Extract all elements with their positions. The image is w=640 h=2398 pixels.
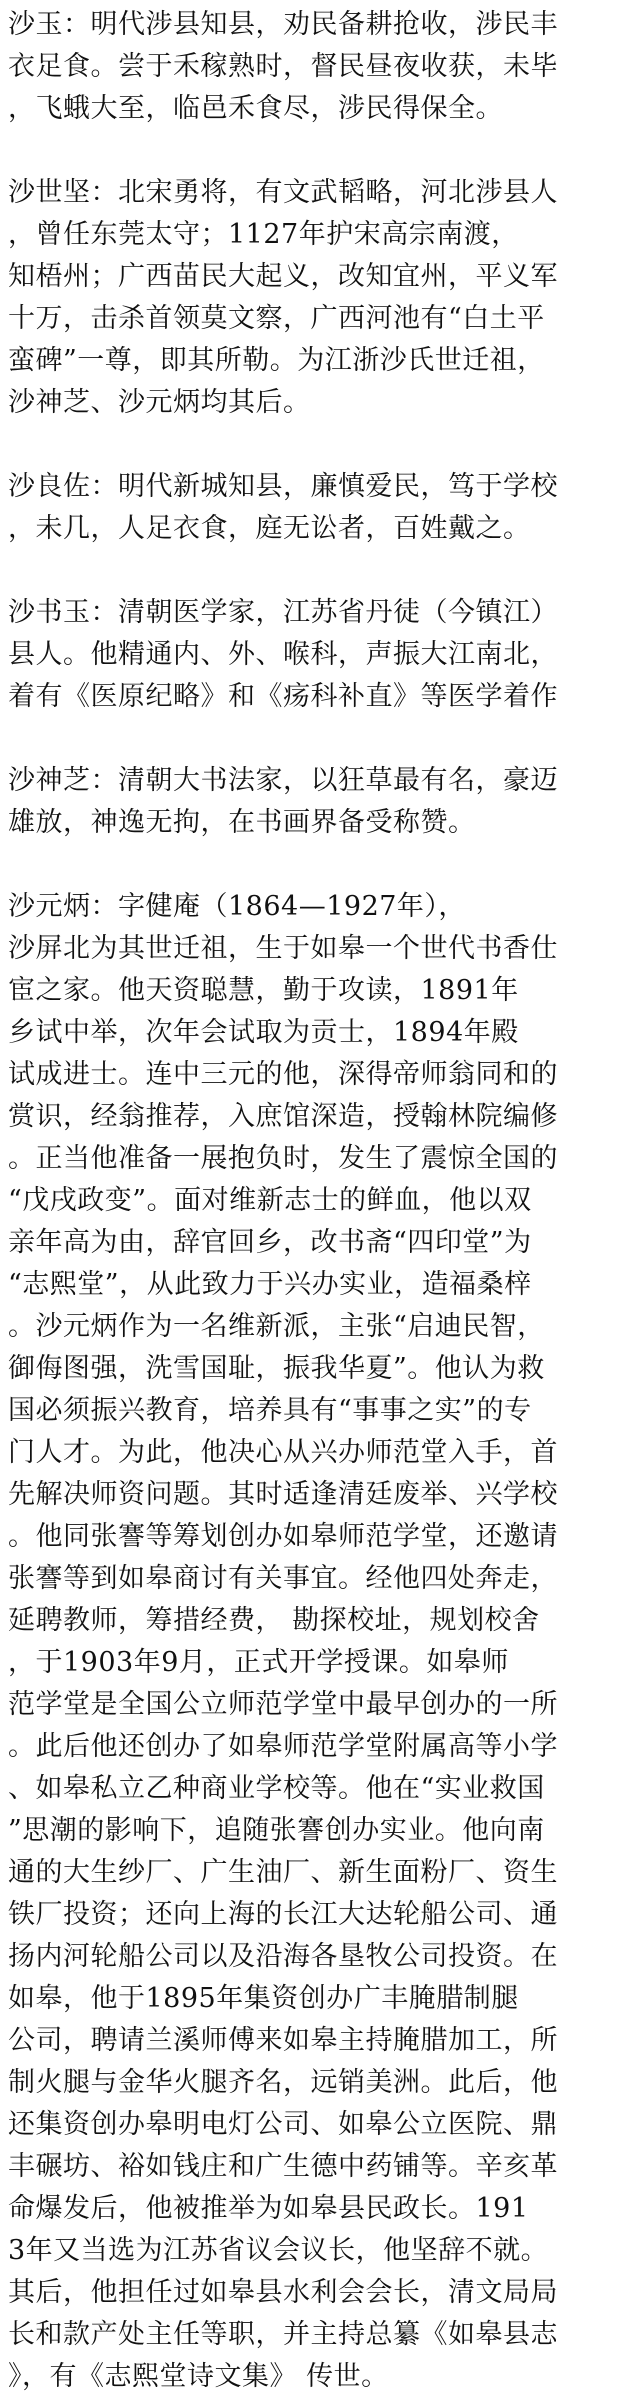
- text-line: ”思潮的影响下，追随张謇创办实业。他向南: [8, 1815, 545, 1846]
- paragraph-gap: [8, 718, 632, 760]
- text-line: ，曾任东莞太守；1127年护宋高宗南渡，: [8, 219, 519, 250]
- text-line: “戊戌政变”。面对维新志士的鲜血，他以双: [8, 1185, 532, 1216]
- text-line: ，飞蛾大至，临邑禾食尽，涉民得保全。: [8, 93, 503, 124]
- text-line: 试成进士。连中三元的他，深得帝师翁同和的: [8, 1059, 558, 1090]
- paragraph-gap: [8, 844, 632, 886]
- text-line: 先解决师资问题。其时适逢清廷废举、兴学校: [8, 1479, 558, 1510]
- text-line: 沙世坚：北宋勇将，有文武韬略，河北涉县人: [8, 177, 558, 208]
- text-line: 命爆发后，他被推举为如皋县民政长。191: [8, 2193, 529, 2224]
- text-line: “志熙堂”，从此致力于兴办实业，造福桑梓: [8, 1269, 532, 1300]
- text-line: 宦之家。他天资聪慧，勤于攻读，1891年: [8, 975, 519, 1006]
- text-line: 沙屏北为其世迁祖，生于如皋一个世代书香仕: [8, 933, 558, 964]
- text-line: 沙良佐：明代新城知县，廉慎爱民，笃于学校: [8, 471, 558, 502]
- text-line: 御侮图强，洗雪国耻，振我华夏”。他认为救: [8, 1353, 545, 1384]
- paragraph: [8, 592, 632, 718]
- text-line: 衣足食。尝于禾稼熟时，督民昼夜收获，未毕: [8, 51, 558, 82]
- text-line: 国必须振兴教育，培养具有“事事之实”的专: [8, 1395, 532, 1426]
- text-line: 门人才。为此，他决心从兴办师范堂入手，首: [8, 1437, 558, 1468]
- text-line: 亲年高为由，辞官回乡，改书斋“四印堂”为: [8, 1227, 532, 1258]
- text-line: 县人。他精通内、外、喉科，声振大江南北，: [8, 639, 558, 670]
- paragraph: [8, 4, 632, 130]
- text-line: 。他同张謇等筹划创办如皋师范学堂，还邀请: [8, 1521, 558, 1552]
- text-line: ，未几，人足衣食，庭无讼者，百姓戴之。: [8, 513, 531, 544]
- text-line: 、如皋私立乙种商业学校等。他在“实业救国: [8, 1773, 545, 1804]
- text-line: 范学堂是全国公立师范学堂中最早创办的一所: [8, 1689, 558, 1720]
- text-line: 沙神芝、沙元炳均其后。: [8, 387, 311, 418]
- paragraph-gap: [8, 550, 632, 592]
- text-line: 通的大生纱厂、广生油厂、新生面粉厂、资生: [8, 1857, 558, 1888]
- text-line: 丰碾坊、裕如钱庄和广生德中药铺等。辛亥革: [8, 2151, 558, 2182]
- text-line: 蛮碑”一尊，即其所勒。为江浙沙氏世迁祖，: [8, 345, 545, 376]
- text-line: 赏识，经翁推荐，入庶馆深造，授翰林院编修: [8, 1101, 558, 1132]
- text-line: 张謇等到如皋商讨有关事宜。经他四处奔走，: [8, 1563, 558, 1594]
- text-line: 知梧州；广西苗民大起义，改知宜州，平义军: [8, 261, 558, 292]
- text-line: 其后，他担任过如皋县水利会会长，清文局局: [8, 2277, 558, 2308]
- text-line: 。正当他准备一展抱负时，发生了震惊全国的: [8, 1143, 558, 1174]
- text-line: 》，有《志熙堂诗文集》 传世。: [8, 2361, 389, 2392]
- paragraph: [8, 466, 632, 550]
- paragraph-gap: [8, 424, 632, 466]
- text-line: 乡试中举，次年会试取为贡士，1894年殿: [8, 1017, 519, 1048]
- text-line: 扬内河轮船公司以及沿海各垦牧公司投资。在: [8, 1941, 558, 1972]
- text-line: 铁厂投资；还向上海的长江大达轮船公司、通: [8, 1899, 558, 1930]
- text-line: 沙玉：明代涉县知县，劝民备耕抢收，涉民丰: [8, 9, 558, 40]
- text-line: 雄放，神逸无拘，在书画界备受称赞。: [8, 807, 476, 838]
- text-line: 。此后他还创办了如皋师范学堂附属高等小学: [8, 1731, 558, 1762]
- paragraph: [8, 760, 632, 844]
- text-line: 沙书玉：清朝医学家，江苏省丹徒（今镇江）: [8, 597, 558, 628]
- text-line: 公司，聘请兰溪师傅来如皋主持腌腊加工，所: [8, 2025, 558, 2056]
- text-line: 延聘教师，筹措经费， 勘探校址，规划校舍: [8, 1605, 540, 1636]
- text-line: 十万，击杀首领莫文察，广西河池有“白土平: [8, 303, 545, 334]
- text-line: 如皋，他于1895年集资创办广丰腌腊制腿: [8, 1983, 519, 2014]
- paragraph: [8, 172, 632, 424]
- text-line: ，于1903年9月，正式开学授课。如皋师: [8, 1647, 509, 1678]
- text-line: 沙元炳：字健庵（1864—1927年），: [8, 891, 466, 922]
- text-line: 还集资创办皋明电灯公司、如皋公立医院、鼎: [8, 2109, 558, 2140]
- paragraph: [8, 886, 632, 2398]
- text-line: 沙神芝：清朝大书法家，以狂草最有名，豪迈: [8, 765, 558, 796]
- paragraph-gap: [8, 130, 632, 172]
- text-line: 3年又当选为江苏省议会议长，他坚辞不就。: [8, 2235, 549, 2266]
- text-line: 着有《医原纪略》和《疡科补直》等医学着作: [8, 681, 558, 712]
- text-line: 制火腿与金华火腿齐名，远销美洲。此后，他: [8, 2067, 558, 2098]
- text-line: 长和款产处主任等职，并主持总纂《如皋县志: [8, 2319, 558, 2350]
- text-line: 。沙元炳作为一名维新派，主张“启迪民智，: [8, 1311, 545, 1342]
